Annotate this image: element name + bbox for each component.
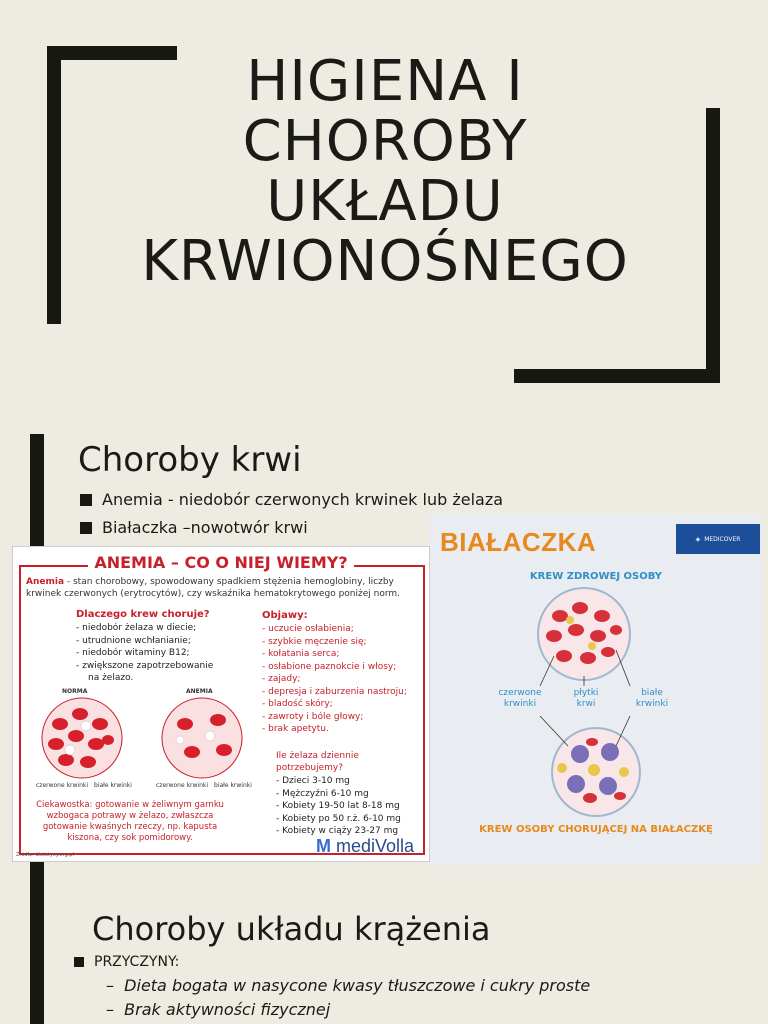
heading-choroby-krwi: Choroby krwi xyxy=(78,440,302,480)
title-slide xyxy=(0,0,768,410)
medicover-icon: ◈ xyxy=(695,535,701,543)
list-item: - Kobiety w ciąży 23-27 mg xyxy=(276,825,401,838)
list-item: - brak apetytu. xyxy=(262,723,407,736)
slide-title: HIGIENA I CHOROBY UKŁADU KRWIONOŚNEGO xyxy=(141,49,629,294)
healthy-blood-label: KREW ZDROWEJ OSOBY xyxy=(529,571,663,582)
iron-question: Ile żelaza dziennie potrzebujemy? xyxy=(276,751,359,773)
frame-bar-left xyxy=(47,46,61,324)
list-item: - osłabione paznokcie i włosy; xyxy=(262,661,407,674)
list-item: - Kobiety po 50 r.ż. 6-10 mg xyxy=(276,813,401,826)
heading-choroby-krazenia: Choroby układu krążenia xyxy=(92,910,491,948)
bullet-przyczyny: PRZYCZYNY: xyxy=(74,954,179,970)
list-item: - niedobór żelaza w diecie; xyxy=(76,622,213,635)
blood-circles-illustration xyxy=(30,696,260,782)
label-red-cells: czerwone krwinki xyxy=(36,782,89,789)
square-bullet-icon xyxy=(80,494,92,506)
cause-diet: – Dieta bogata w nasycone kwasy tłuszczowe i cukry proste xyxy=(106,976,591,995)
symptoms-list xyxy=(262,623,407,736)
list-item: - Dzieci 3-10 mg xyxy=(276,775,401,788)
list-item: - niedobór witaminy B12; xyxy=(76,647,213,660)
list-item: - bladość skóry; xyxy=(262,698,407,711)
label-white-cells: białe krwinki xyxy=(94,782,132,789)
label-white-cells-bial: białe krwinki xyxy=(635,688,669,709)
iron-list xyxy=(276,775,401,838)
bialaczka-title: BIAŁACZKA xyxy=(440,527,597,557)
label-norma: NORMA xyxy=(62,688,88,695)
medivolla-m-icon: M xyxy=(316,836,331,856)
list-item: - szybkie męczenie się; xyxy=(262,636,407,649)
medicover-logo: ◈ MEDICOVER xyxy=(676,524,760,554)
list-item: - zawroty i bóle głowy; xyxy=(262,711,407,724)
label-red-cells-bial: czerwone krwinki xyxy=(498,688,542,709)
label-white-cells-2: białe krwinki xyxy=(214,782,252,789)
source-note: Źródło: dietetycy.org.pl xyxy=(16,852,74,858)
list-item: - kołatania serca; xyxy=(262,648,407,661)
list-item: - depresja i zaburzenia nastroju; xyxy=(262,686,407,699)
bullet-bialaczka: Białaczka –nowotwór krwi xyxy=(80,518,308,537)
bullet-anemia: Anemia - niedobór czerwonych krwinek lub żelaza xyxy=(80,490,503,509)
why-title: Dlaczego krew choruje? xyxy=(76,609,210,620)
square-bullet-icon xyxy=(74,957,84,967)
label-red-cells-2: czerwone krwinki xyxy=(156,782,209,789)
anemia-tip: Ciekawostka: gotowanie w żeliwnym garnku wzbogaca potrawy w żelazo, zwłaszcza gotowanie kwaśnych rzeczy, np. kapusta kiszona, czy sok pomidorowy. xyxy=(36,800,224,843)
why-list-cont: na żelazo. xyxy=(88,673,134,683)
cause-activity: – Brak aktywności fizycznej xyxy=(106,1000,331,1019)
label-anemia: ANEMIA xyxy=(186,688,213,695)
anemia-title: ANEMIA – CO O NIEJ WIEMY? xyxy=(13,553,429,572)
anemia-definition: Anemia - stan chorobowy, spowodowany spadkiem stężenia hemoglobiny, liczby krwinek czerwonych (erytrocytów), czy wskaźnika hematokrytowego poniżej norm. xyxy=(26,577,400,599)
frame-bar-right xyxy=(706,108,720,383)
list-item: - Mężczyźni 6-10 mg xyxy=(276,788,401,801)
list-item: - zajady; xyxy=(262,673,407,686)
list-item: - uczucie osłabienia; xyxy=(262,623,407,636)
list-item: - zwiększone zapotrzebowanie xyxy=(76,660,213,673)
label-platelets: płytki krwi xyxy=(573,688,599,709)
symptoms-title: Objawy: xyxy=(262,610,308,621)
square-bullet-icon xyxy=(80,522,92,534)
medivolla-logo: M mediVolla xyxy=(316,836,415,856)
list-item: - utrudnione wchłanianie; xyxy=(76,635,213,648)
frame-bar-bottom xyxy=(514,369,720,383)
why-list xyxy=(76,622,213,672)
sick-blood-label: KREW OSOBY CHORUJĄCEJ NA BIAŁACZKĘ xyxy=(479,824,713,835)
list-item: - Kobiety 19-50 lat 8-18 mg xyxy=(276,800,401,813)
